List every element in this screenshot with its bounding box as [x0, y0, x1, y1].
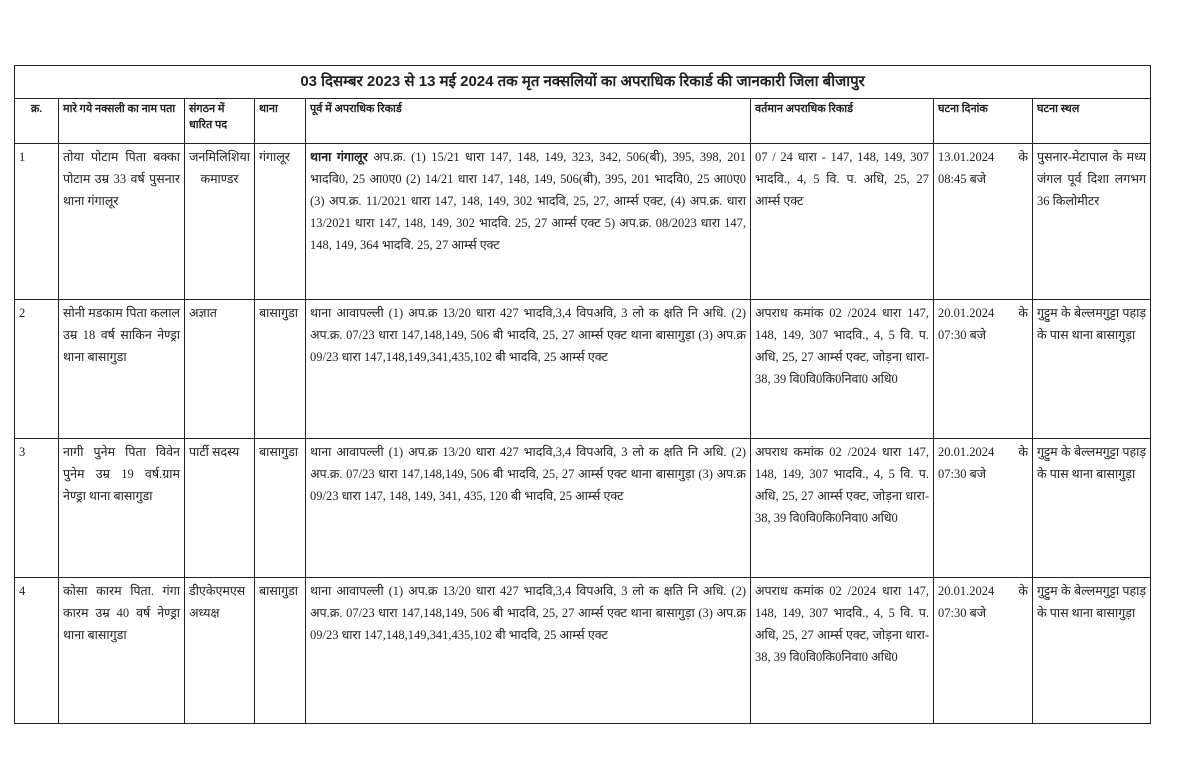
header-incident-place: घटना स्थल	[1033, 99, 1151, 144]
cell-thana: गंगालूर	[255, 144, 306, 300]
header-post: संगठन में धारित पद	[185, 99, 255, 144]
title-row	[15, 66, 1151, 99]
cell-thana: बासागुडा	[255, 300, 306, 439]
cell-date: 13.01.2024 के 08:45 बजे	[934, 144, 1033, 300]
header-previous-record: पूर्व में अपराधिक रिकार्ड	[306, 99, 751, 144]
cell-name: तोया पोटाम पिता बक्का पोटाम उम्र 33 वर्ष पुसनार थाना गंगालूर	[59, 144, 185, 300]
header-name: मारे गये नक्सली का नाम पता	[59, 99, 185, 144]
table-row	[15, 578, 1151, 724]
cell-name: सोनी मडकाम पिता कलाल उम्र 18 वर्ष साकिन नेण्ड्रा थाना बासागुडा	[59, 300, 185, 439]
cell-post: जनमिलिशिया कमाण्डर	[185, 144, 255, 300]
header-current-record: वर्तमान अपराधिक रिकार्ड	[751, 99, 934, 144]
cell-thana: बासागुडा	[255, 578, 306, 724]
cell-sno: 4	[15, 578, 59, 724]
cell-date: 20.01.2024 के 07:30 बजे	[934, 439, 1033, 578]
cell-current-record: अपराध कमांक 02 /2024 धारा 147, 148, 149, 307 भादवि., 4, 5 वि. प. अधि, 25, 27 आर्म्स एक्ट, जोड़ना धारा- 38, 39 वि0वि0कि0निवा0 अधि0	[751, 578, 934, 724]
cell-post: अज्ञात	[185, 300, 255, 439]
cell-previous-record: थाना आवापल्ली (1) अप.क्र 13/20 धारा 427 भादवि,3,4 विपअवि, 3 लो क क्षति नि अधि. (2) अप.क्र. 07/23 धारा 147,148,149, 506 बी भादवि, 25, 27 आर्म्स एक्ट थाना बासागुड़ा (3) अप.क्र 09/23 धारा 147,148,149,341,435,102 बी भादवि, 25 आर्म्स एक्ट	[306, 300, 751, 439]
table-row	[15, 144, 1151, 300]
cell-current-record: अपराध कमांक 02 /2024 धारा 147, 148, 149, 307 भादवि., 4, 5 वि. प. अधि, 25, 27 आर्म्स एक्ट, जोड़ना धारा- 38, 39 वि0वि0कि0निवा0 अधि0	[751, 300, 934, 439]
header-sno: क्र.	[15, 99, 59, 144]
table-row	[15, 300, 1151, 439]
cell-place: गुट्टुम के बेल्लमगुट्टा पहाड़ के पास थाना बासागुड़ा	[1033, 439, 1151, 578]
cell-date: 20.01.2024 के 07:30 बजे	[934, 578, 1033, 724]
cell-name: नागी पुनेम पिता विवेन पुनेम उम्र 19 वर्ष.ग्राम नेण्ड्रा थाना बासागुडा	[59, 439, 185, 578]
criminal-record-table	[14, 65, 1151, 724]
cell-sno: 1	[15, 144, 59, 300]
cell-current-record: अपराध कमांक 02 /2024 धारा 147, 148, 149, 307 भादवि., 4, 5 वि. प. अधि, 25, 27 आर्म्स एक्ट, जोड़ना धारा- 38, 39 वि0वि0कि0निवा0 अधि0	[751, 439, 934, 578]
cell-place: पुसनार-मेटापाल के मध्य जंगल पूर्व दिशा लगभग 36 किलोमीटर	[1033, 144, 1151, 300]
header-incident-date: घटना दिनांक	[934, 99, 1033, 144]
document-title: 03 दिसम्बर 2023 से 13 मई 2024 तक मृत नक्सलियों का अपराधिक रिकार्ड की जानकारी जिला बीजापुर	[15, 66, 1151, 99]
cell-date: 20.01.2024 के 07:30 बजे	[934, 300, 1033, 439]
table-row	[15, 439, 1151, 578]
cell-previous-record: थाना आवापल्ली (1) अप.क्र 13/20 धारा 427 भादवि,3,4 विपअवि, 3 लो क क्षति नि अधि. (2) अप.क्र. 07/23 धारा 147,148,149, 506 बी भादवि, 25, 27 आर्म्स एक्ट थाना बासागुड़ा (3) अप.क्र 09/23 धारा 147, 148, 149, 341, 435, 120 बी भादवि, 25 आर्म्स एक्ट	[306, 439, 751, 578]
cell-post: पार्टी सदस्य	[185, 439, 255, 578]
cell-current-record: 07 / 24 धारा - 147, 148, 149, 307 भादवि., 4, 5 वि. प. अधि, 25, 27 आर्म्स एक्ट	[751, 144, 934, 300]
record-text: अप.क्र. (1) 15/21 धारा 147, 148, 149, 323, 342, 506(बी), 395, 398, 201 भादवि0, 25 आ0ए0 (2) 14/21 धारा 147, 148, 149, 506(बी), 395, 201 भादवि0, 25 आ0ए0 (3) अप.क्र. 11/2021 धारा 147, 148, 149, 302 भादवि, 25, 27, आर्म्स एक्ट, (4) अप.क्र. धारा 13/2021 धारा 147, 148, 149, 302 भादवि. 25, 27 आर्म्स एक्ट 5) अप.क्र. 08/2023 धारा 147, 148, 149, 364 भादवि. 25, 27 आर्म्स एक्ट	[310, 150, 746, 252]
cell-place: गुट्टुम के बेल्लमगुट्टा पहाड़ के पास थाना बासागुड़ा	[1033, 578, 1151, 724]
cell-post: डीएकेएमएस अध्यक्ष	[185, 578, 255, 724]
cell-previous-record	[306, 144, 751, 300]
thana-label: थाना गंगालूर	[310, 150, 368, 164]
header-thana: थाना	[255, 99, 306, 144]
cell-thana: बासागुडा	[255, 439, 306, 578]
cell-sno: 3	[15, 439, 59, 578]
cell-place: गुट्टुम के बेल्लमगुट्टा पहाड़ के पास थाना बासागुड़ा	[1033, 300, 1151, 439]
cell-sno: 2	[15, 300, 59, 439]
header-row	[15, 99, 1151, 144]
cell-previous-record: थाना आवापल्ली (1) अप.क्र 13/20 धारा 427 भादवि,3,4 विपअवि, 3 लो क क्षति नि अधि. (2) अप.क्र. 07/23 धारा 147,148,149, 506 बी भादवि, 25, 27 आर्म्स एक्ट थाना बासागुड़ा (3) अप.क्र 09/23 धारा 147,148,149,341,435,102 बी भादवि, 25 आर्म्स एक्ट	[306, 578, 751, 724]
cell-name: कोसा कारम पिता. गंगा कारम उम्र 40 वर्ष नेण्ड्रा थाना बासागुडा	[59, 578, 185, 724]
